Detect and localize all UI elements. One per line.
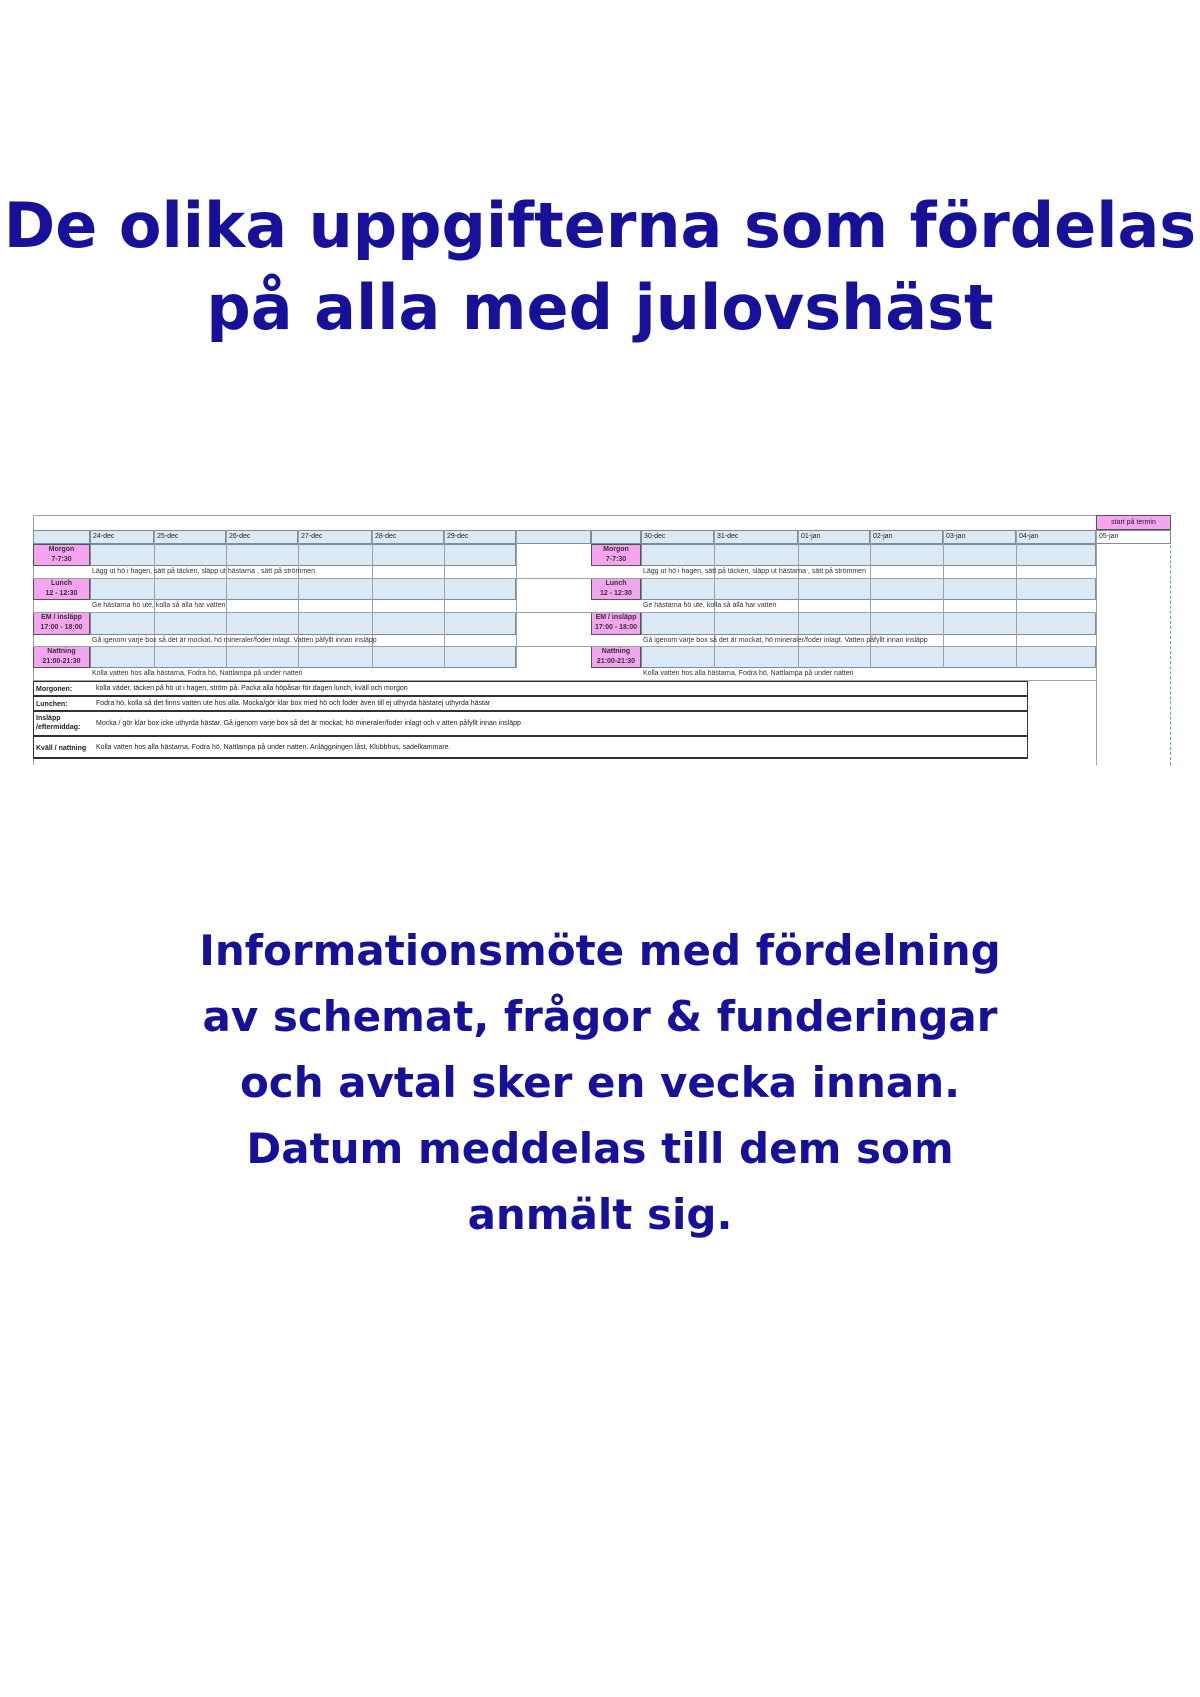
date-cell: 24-dec: [90, 530, 154, 544]
start-label: start på termin: [1096, 515, 1171, 530]
date-cell: 01-jan: [798, 530, 870, 544]
date-cell: 31-dec: [714, 530, 798, 544]
summary-row-morning: Morgonen: kolla väder, täcken på hö ut i hagen, ström på. Packa alla höpåsar för dagen lunch, kväll och morgon: [33, 681, 1028, 696]
task-morning-left: Lägg ut hö i hagen, sätt på täcken, släpp ut hästarna , sätt på strömmen: [92, 568, 315, 575]
page-title: [0, 185, 1200, 349]
summary-row-lunch: Lunchen: Fodra hö, kolla så det finns vatten ute hos alla. Mocka/gör klar box med hö och foder även till ej uthyrda hästarej uthyrda hästar: [33, 696, 1028, 711]
schedule-spreadsheet-image: [33, 515, 1171, 765]
info-line-1: Informationsmöte med fördelning: [199, 926, 1001, 975]
info-line-4: Datum meddelas till dem som: [246, 1124, 954, 1173]
slot-label-lunch-right: Lunch 12 - 12:30: [591, 578, 641, 600]
info-line-5: anmält sig.: [467, 1190, 733, 1239]
title-line-2: på alla med julovshäst: [206, 271, 994, 344]
summary-row-afternoon: Insläpp /eftermiddag: Mocka / gör klar box icke uthyrda hästar. Gå igenom varje box så det är mockat, hö mineraler/foder inlagt och v atten påfyllt innan insläpp: [33, 711, 1028, 736]
task-night-right: Kolla vatten hos alla hästarna, Fodra hö, Nattlampa på under natten: [643, 670, 854, 677]
date-cell: 04-jan: [1016, 530, 1096, 544]
summary-row-night: Kväll / nattning Kolla vatten hos alla hästarna, Fodra hö, Nattlampa på under natten. Anläggningen låst, Klubbhus, sadelkammare.: [33, 736, 1028, 759]
date-cell: 05-jan: [1096, 530, 1171, 544]
date-cell: 25-dec: [154, 530, 226, 544]
date-cell: 03-jan: [943, 530, 1016, 544]
task-afternoon-right: Gå igenom varje box så det är mockat, hö mineraler/foder inlagt. Vatten påfyllt innan insläpp: [643, 637, 928, 644]
date-cell: 26-dec: [226, 530, 298, 544]
info-line-2: av schemat, frågor & funderingar: [202, 992, 998, 1041]
slot-label-afternoon-right: EM / insläpp 17:00 - 18:00: [591, 612, 641, 635]
task-lunch-right: Ge hästarna hö ute, kolla så alla har vatten: [643, 602, 777, 609]
slot-label-night: Nattning 21:00-21:30: [33, 646, 90, 668]
date-cell: 30-dec: [641, 530, 714, 544]
slot-label-morning: Morgon 7-7:30: [33, 544, 90, 566]
date-cell: 29-dec: [444, 530, 516, 544]
task-night-left: Kolla vatten hos alla hästarna, Fodra hö, Nattlampa på under natten: [92, 670, 303, 677]
task-afternoon-left: Gå igenom varje box så det är mockat, hö mineraler/foder inlagt. Vatten påfyllt innan insläpp: [92, 637, 377, 644]
task-morning-right: Lägg ut hö i hagen, sätt på täcken, släpp ut hästarna , sätt på strömmen: [643, 568, 866, 575]
info-text: [0, 918, 1200, 1248]
title-line-1: De olika uppgifterna som fördelas: [3, 189, 1197, 262]
date-cell: 28-dec: [372, 530, 444, 544]
date-cell: 27-dec: [298, 530, 372, 544]
task-lunch-left: Ge hästarna hö ute, kolla så alla har vatten: [92, 602, 226, 609]
slot-label-afternoon: EM / insläpp 17:00 - 18:00: [33, 612, 90, 635]
slot-label-morning-right: Morgon 7-7:30: [591, 544, 641, 566]
date-cell: 02-jan: [870, 530, 943, 544]
slot-label-lunch: Lunch 12 - 12:30: [33, 578, 90, 600]
slot-label-night-right: Nattning 21:00-21:30: [591, 646, 641, 668]
info-line-3: och avtal sker en vecka innan.: [239, 1058, 961, 1107]
